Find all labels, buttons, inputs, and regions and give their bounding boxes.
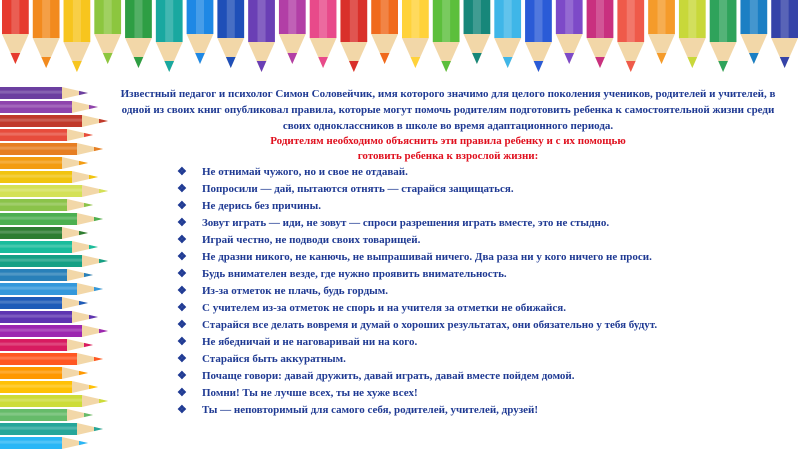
rule-item: [177, 300, 776, 317]
pencil: [0, 115, 108, 127]
rules-list: [120, 164, 776, 419]
diamond-ornament-icon: ❖: [177, 336, 187, 348]
slide-content: [120, 86, 776, 419]
pencil: [279, 0, 306, 64]
rule-text: Не дерись без причины.: [202, 200, 321, 212]
pencil: [0, 255, 108, 267]
intro-paragraph: Известный педагог и психолог Симон Соловейчик, имя которого значимо для целого поколения учеников, родителей и учителей, в одной из своих книг опубликовал правила, которые могут помочь родителям подготовить ребенка к самостоятельной жизни среди своих одноклассников в школе во время адаптационного периода.: [120, 88, 776, 132]
pencil: [464, 0, 491, 64]
diamond-ornament-icon: ❖: [177, 353, 187, 365]
pencil: [0, 353, 103, 365]
pencil: [0, 143, 103, 155]
diamond-ornament-icon: ❖: [177, 285, 187, 297]
pencil: [0, 87, 88, 99]
pencil: [648, 0, 675, 64]
rule-item: [177, 368, 776, 385]
rule-item: [177, 164, 776, 181]
pencil: [0, 409, 93, 421]
diamond-ornament-icon: ❖: [177, 302, 187, 314]
pencil: [433, 0, 460, 72]
pencil: [0, 129, 93, 141]
rule-text: Почаще говори: давай дружить, давай играть, давай вместе пойдем домой.: [202, 370, 575, 382]
pencil: [0, 297, 88, 309]
rule-item: [177, 266, 776, 283]
diamond-ornament-icon: ❖: [177, 387, 187, 399]
pencil: [0, 199, 93, 211]
highlight-line-1: Родителям необходимо объяснить эти правила ребенку и с их помощью: [270, 135, 626, 147]
pencil: [248, 0, 275, 72]
rule-text: Старайся все делать вовремя и думай о хороших результатах, они обязательно у тебя будут.: [202, 319, 658, 331]
pencil: [0, 185, 108, 197]
diamond-ornament-icon: ❖: [177, 183, 187, 195]
rule-text: С учителем из-за отметок не спорь и на учителя за отметки не обижайся.: [202, 302, 566, 314]
diamond-ornament-icon: ❖: [177, 370, 187, 382]
pencil: [0, 241, 98, 253]
pencil: [0, 157, 88, 169]
highlight-line-2: готовить ребенка к взрослой жизни:: [357, 150, 539, 162]
rule-text: Будь внимателен везде, где нужно проявить внимательность.: [202, 268, 507, 280]
pencil: [771, 0, 798, 68]
pencil: [64, 0, 91, 72]
diamond-ornament-icon: ❖: [177, 319, 187, 331]
diamond-ornament-icon: ❖: [177, 200, 187, 212]
rule-text: Не ябедничай и не наговаривай ни на кого.: [202, 336, 418, 348]
pencil: [402, 0, 429, 68]
rule-item: [177, 249, 776, 266]
pencil: [0, 283, 103, 295]
pencil: [679, 0, 706, 68]
pencil: [187, 0, 214, 64]
pencil: [217, 0, 244, 68]
rule-item: [177, 283, 776, 300]
rule-item: [177, 351, 776, 368]
pencil: [740, 0, 767, 64]
pencil: [587, 0, 614, 68]
diamond-ornament-icon: ❖: [177, 251, 187, 263]
pencil: [525, 0, 552, 72]
rule-item: [177, 317, 776, 334]
pencil: [0, 311, 98, 323]
pencil: [125, 0, 152, 68]
pencil: [0, 227, 88, 239]
pencil: [0, 367, 88, 379]
rule-text: Попросили — дай, пытаются отнять — старайся защищаться.: [202, 183, 514, 195]
pencil: [94, 0, 121, 64]
rule-text: Не дразни никого, не канючь, не выпрашивай ничего. Два раза ни у кого ничего не проси.: [202, 251, 652, 263]
rule-item: [177, 232, 776, 249]
rule-item: [177, 334, 776, 351]
pencil: [340, 0, 367, 72]
pencil: [2, 0, 29, 64]
pencil: [310, 0, 337, 68]
rule-item: [177, 181, 776, 198]
pencil: [33, 0, 60, 68]
pencil: [0, 325, 108, 337]
pencil: [0, 339, 93, 351]
rule-text: Старайся быть аккуратным.: [202, 353, 346, 365]
pencil: [0, 395, 108, 407]
pencil: [617, 0, 644, 72]
rule-text: Помни! Ты не лучше всех, ты не хуже всех!: [202, 387, 418, 399]
diamond-ornament-icon: ❖: [177, 268, 187, 280]
diamond-ornament-icon: ❖: [177, 234, 187, 246]
pencil: [0, 213, 103, 225]
pencil: [710, 0, 737, 72]
pencil: [0, 101, 98, 113]
diamond-ornament-icon: ❖: [177, 404, 187, 416]
rule-item: [177, 402, 776, 419]
pencil: [0, 269, 93, 281]
pencil: [0, 437, 88, 449]
diamond-ornament-icon: ❖: [177, 217, 187, 229]
rule-item: [177, 215, 776, 232]
pencil: [371, 0, 398, 64]
pencil: [0, 423, 103, 435]
pencil: [494, 0, 521, 68]
rule-text: Ты — неповторимый для самого себя, родителей, учителей, друзей!: [202, 404, 538, 416]
rule-text: Играй честно, не подводи своих товарищей.: [202, 234, 421, 246]
pencil: [0, 171, 98, 183]
rule-item: [177, 385, 776, 402]
rule-text: Из-за отметок не плачь, будь гордым.: [202, 285, 388, 297]
diamond-ornament-icon: ❖: [177, 166, 187, 178]
rule-item: [177, 198, 776, 215]
rule-text: Не отнимай чужого, но и свое не отдавай.: [202, 166, 408, 178]
rule-text: Зовут играть — иди, не зовут — спроси разрешения играть вместе, это не стыдно.: [202, 217, 610, 229]
pencil: [156, 0, 183, 72]
pencil: [556, 0, 583, 64]
pencil: [0, 381, 98, 393]
